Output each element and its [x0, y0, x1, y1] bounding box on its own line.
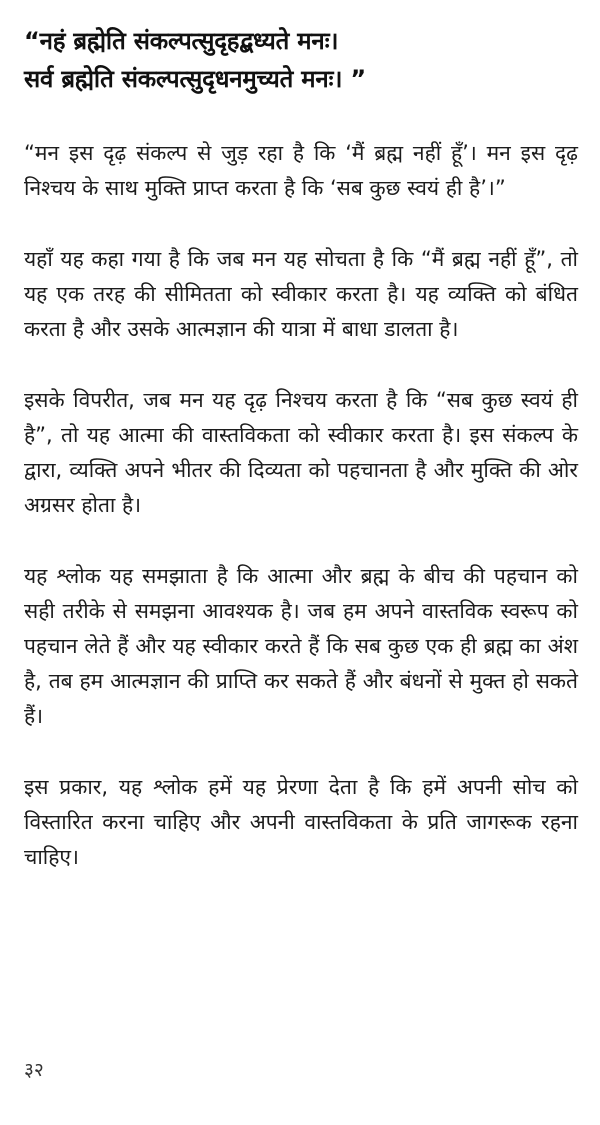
shloka-verse	[24, 22, 578, 98]
shloka-line-2: सर्व ब्रह्मेति संकल्पत्सुदृधनमुच्यते मनः। ”	[24, 65, 366, 93]
paragraph-explanation: यह श्लोक यह समझाता है कि आत्मा और ब्रह्म के बीच की पहचान को सही तरीके से समझना आवश्यक है। जब हम अपने वास्तविक स्वरूप को पहचान लेते हैं और यह स्वीकार करते हैं कि सब कुछ एक ही ब्रह्म का अंश है, तब हम आत्मज्ञान की प्राप्ति कर सकते हैं और बंधनों से मुक्त हो सकते हैं।	[24, 564, 578, 728]
shloka-line-1: “नहं ब्रह्मेति संकल्पत्सुदृहद्बध्यते मनः।	[24, 27, 339, 55]
page-number: ३२	[24, 1059, 44, 1081]
paragraph-limitation: यहाँ यह कहा गया है कि जब मन यह सोचता है कि “मैं ब्रह्म नहीं हूँ”, तो यह एक तरह की सीमितता को स्वीकार करता है। यह व्यक्ति को बंधित करता है और उसके आत्मज्ञान की यात्रा में बाधा डालता है।	[24, 247, 578, 341]
paragraph-contrary: इसके विपरीत, जब मन यह दृढ़ निश्चय करता है कि “सब कुछ स्वयं ही है”, तो यह आत्मा की वास्तविकता को स्वीकार करता है। इस संकल्प के द्वारा, व्यक्ति अपने भीतर की दिव्यता को पहचानता है और मुक्ति की ओर अग्रसर होता है।	[24, 388, 578, 517]
paragraph-translation: “मन इस दृढ़ संकल्प से जुड़ रहा है कि ‘मैं ब्रह्म नहीं हूँ’। मन इस दृढ़ निश्चय के साथ मुक्ति प्राप्त करता है कि ‘सब कुछ स्वयं ही है’।”	[24, 141, 578, 200]
paragraph-conclusion: इस प्रकार, यह श्लोक हमें यह प्रेरणा देता है कि हमें अपनी सोच को विस्तारित करना चाहिए और अपनी वास्तविकता के प्रति जागरूक रहना चाहिए।	[24, 775, 578, 869]
